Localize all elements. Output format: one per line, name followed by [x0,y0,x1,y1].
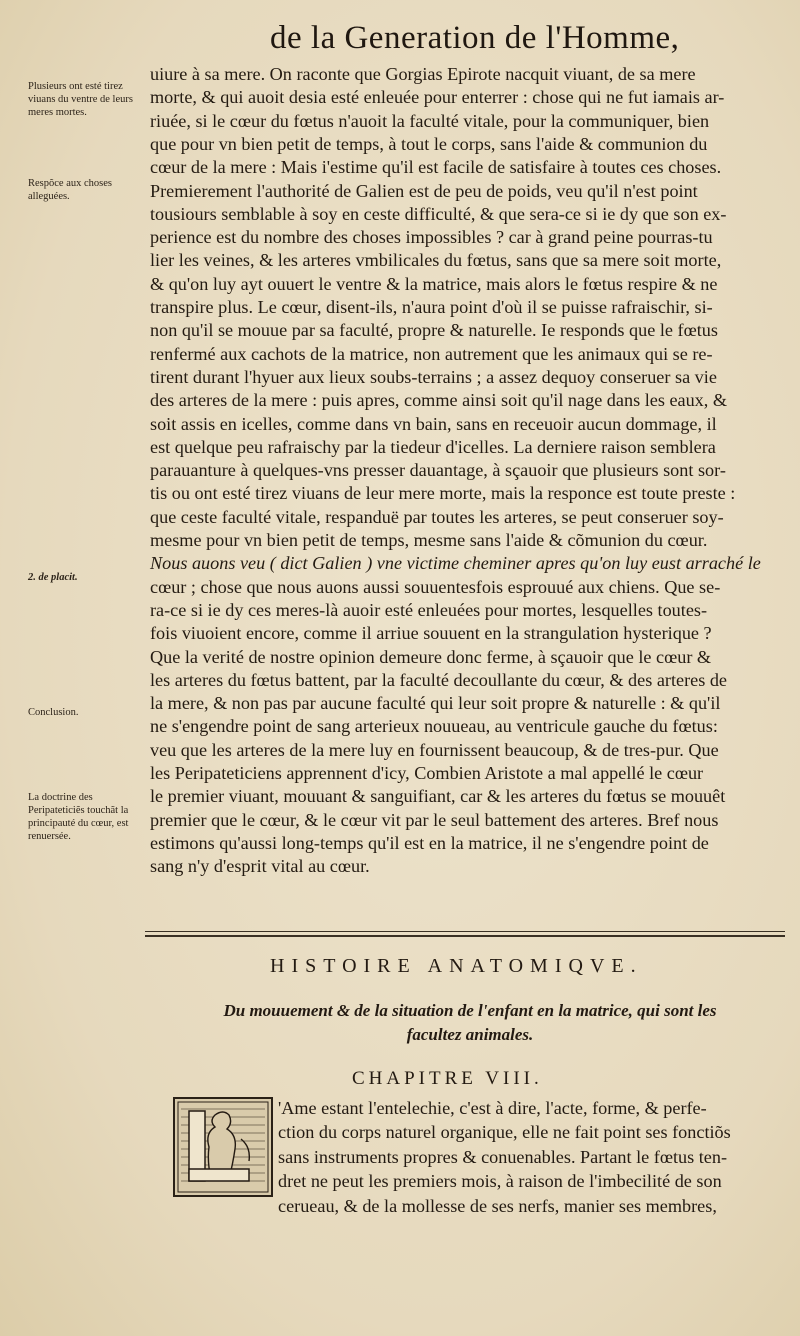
body-line: sang n'y d'esprit vital au cœur. [150,856,370,877]
chapter-line: dret ne peut les premiers mois, à raison de l'imbecilité de son [278,1171,722,1192]
body-line: est quelque peu rafraischy par la tiedeur d'icelles. La derniere raison semblera [150,436,716,457]
body-line: Nous auons veu ( dict Galien ) vne victime cheminer apres qu'on luy eust arraché le [150,553,761,574]
section-title: HISTOIRE ANATOMIQVE. [270,955,643,977]
body-line: lier les veines, & les arteres vmbilicales du fœtus, sans que sa mere soit morte, [150,250,722,271]
body-line: cœur de la mere : Mais i'estime qu'il est facile de satisfaire à toutes ces choses. [150,157,722,178]
body-line: que pour vn bien petit de temps, à tout le corps, sans l'aide & communion du [150,133,708,154]
body-line: fois viuoient encore, comme il arriue souuent en la strangulation hysterique ? [150,623,712,644]
body-line: transpire plus. Le cœur, disent-ils, n'aura point d'où il se puisse rafraischir, si- [150,297,713,317]
body-line: tis ou ont esté tirez viuans de leur mere morte, mais la responce est toute preste : [150,483,736,504]
body-line: les arteres du fœtus battent, par la faculté decoullante du cœur, & des arteres de [150,669,727,690]
margin-note-placit: 2. de placit. [28,572,78,583]
section-rule-bottom [145,935,785,937]
body-line: le premier viuant, mouuant & sanguifiant, car & les arteres du fœtus se mouuêt [150,786,726,807]
body-line: perience est du nombre des choses impossibles ? car à grand peine pourras-tu [150,227,713,248]
body-line: morte, & qui auoit desia esté enleuée pour enterrer : chose qui ne fut iamais ar- [150,87,725,108]
body-line: la mere, & non pas par aucune faculté qui leur soit propre & naturelle : & qu'il [150,693,721,714]
chapter-line: cerueau, & de la mollesse de ses nerfs, manier ses membres, [278,1195,717,1216]
body-line: veu que les arteres de la mere luy en fournissent beaucoup, & de tres-pur. Que [150,739,719,760]
body-line: premier que le cœur, & le cœur vit par le seul battement des arteres. Bref nous [150,809,719,830]
body-line: renfermé aux cachots de la matrice, non autrement que les animaux qui se re- [150,343,713,364]
body-line: riuée, si le cœur du fœtus n'auoit la faculté vitale, pour la communiquer, bien [150,110,710,131]
body-line: que ceste faculté vitale, respanduë par toutes les arteres, se peut conseruer soy- [150,506,724,527]
body-line: les Peripateticiens apprennent d'icy, Combien Aristote a mal appellé le cœur [150,763,704,783]
margin-note-peripatetics: La doctrine des Peripateticiẽs touchãt la principauté du cœur, est renuersée. [28,792,129,842]
running-header: de la Generation de l'Homme, [270,20,680,56]
body-line: parauanture à quelques-vns presser dauantage, à sçauoir que plusieurs sont sor- [150,460,726,481]
margin-note-response: Respõce aux choses alleguées. [28,178,112,202]
body-line: estimons qu'aussi long-temps qu'il est en la matrice, il ne s'engendre point de [150,832,709,853]
body-line: tousiours semblable à soy en ceste difficulté, & que sera-ce si ie dy que son ex- [150,203,727,224]
chapter-subtitle-line-1: Du mouuement & de la situation de l'enfant en la matrice, qui sont les [223,1001,717,1020]
body-line: non qu'il se mouue par sa faculté, propre & naturelle. Ie responds que le fœtus [150,320,718,341]
chapter-heading: CHAPITRE VIII. [352,1068,543,1089]
decorated-initial-l-icon [173,1097,273,1197]
body-line: tirent durant l'hyuer aux lieux soubs-terrains ; a assez dequoy conseruer sa vie [150,366,717,387]
body-line: des arteres de la mere : puis apres, comme ainsi soit qu'il nage dans les eaux, & [150,390,728,411]
body-line: & qu'on luy ayt ouuert le ventre & la matrice, mais alors le fœtus respire & ne [150,273,718,294]
body-line: cœur ; chose que nous auons aussi souuentesfois esprouué aux chiens. Que se- [150,576,721,597]
margin-note-living-births: Plusieurs ont esté tirez viuans du ventre de leurs meres mortes. [28,81,133,118]
body-line: ne s'engendre point de sang arterieux nouueau, au ventricule gauche du fœtus: [150,716,718,737]
chapter-line: ction du corps naturel organique, elle ne fait point ses fonctiõs [278,1122,731,1143]
chapter-line: 'Ame estant l'entelechie, c'est à dire, l'acte, forme, & perfe- [278,1098,707,1118]
body-line: uiure à sa mere. On raconte que Gorgias Epirote nacquit viuant, de sa mere [150,64,696,84]
margin-note-conclusion: Conclusion. [28,707,79,718]
chapter-subtitle-line-2: facultez animales. [406,1025,534,1044]
body-line: Premierement l'authorité de Galien est de peu de poids, veu qu'il n'est point [150,180,698,201]
body-line: mesme pour vn bien petit de temps, mesme sans l'aide & cõmunion du cœur. [150,530,708,550]
body-line: ra-ce si ie dy ces meres-là auoir esté enleuées pour mortes, lesquelles toutes- [150,599,708,620]
chapter-line: sans instruments propres & conuenables. Partant le fœtus ten- [278,1146,728,1167]
body-line: soit assis en icelles, comme dans vn bain, sans en receuoir aucun dommage, il [150,413,717,434]
section-rule-top [145,931,785,932]
body-line: Que la verité de nostre opinion demeure donc ferme, à sçauoir que le cœur & [150,646,712,667]
